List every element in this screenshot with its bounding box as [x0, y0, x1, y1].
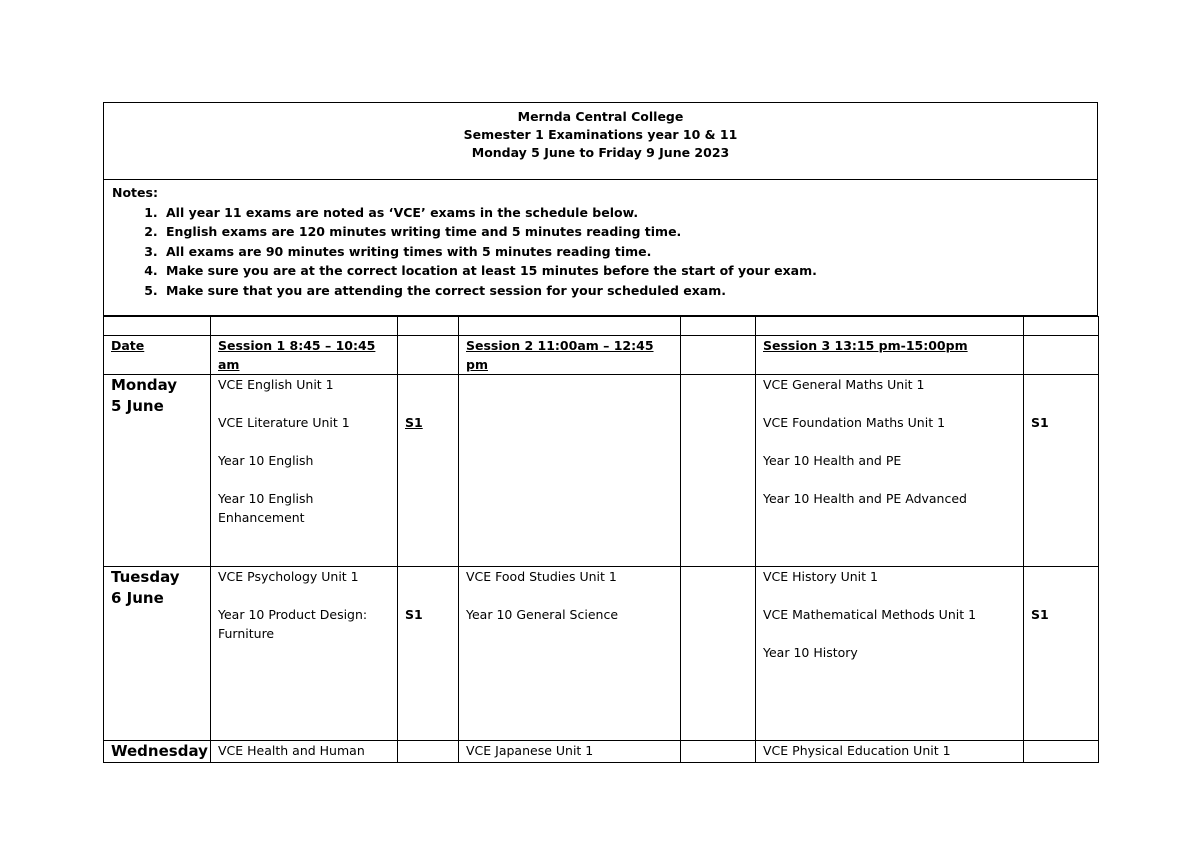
- exam-dates: Monday 5 June to Friday 9 June 2023: [471, 145, 730, 160]
- day-cell: [104, 741, 211, 763]
- room-cell: [398, 741, 459, 763]
- subject: Year 10 English Enhancement: [218, 491, 314, 525]
- document-title: Semester 1 Examinations year 10 & 11: [463, 127, 738, 142]
- room-cell: S1: [398, 567, 459, 741]
- table-row: [104, 375, 1099, 567]
- school-name: Mernda Central College: [517, 109, 684, 124]
- date-header: Date: [104, 336, 211, 375]
- subject: VCE Physical Education Unit 1: [763, 743, 951, 758]
- day-date: 5 June: [111, 397, 164, 415]
- subject: VCE English Unit 1: [218, 377, 334, 392]
- exam-schedule-table: [103, 316, 1099, 763]
- day-date: 6 June: [111, 589, 164, 607]
- subject: VCE Psychology Unit 1: [218, 569, 359, 584]
- note-item: 3. All exams are 90 minutes writing times with 5 minutes reading time.: [162, 242, 1089, 262]
- session3-cell: [756, 741, 1024, 763]
- note-item: 2. English exams are 120 minutes writing time and 5 minutes reading time.: [162, 222, 1089, 242]
- day-cell: [104, 375, 211, 567]
- session3-cell: [756, 567, 1024, 741]
- day-name: Monday: [111, 376, 178, 394]
- table-row: [104, 741, 1099, 763]
- subject: VCE Mathematical Methods Unit 1: [763, 607, 977, 622]
- subject: VCE Foundation Maths Unit 1: [763, 415, 946, 430]
- room-cell: S1: [398, 375, 459, 567]
- session2-cell: [459, 567, 681, 741]
- session1-cell: [211, 567, 398, 741]
- document-page: [103, 102, 1098, 763]
- title-block: [103, 102, 1098, 180]
- room-cell: [681, 567, 756, 741]
- session2-header: Session 2 11:00am – 12:45 pm: [459, 336, 681, 375]
- note-item: 1. All year 11 exams are noted as ‘VCE’ exams in the schedule below.: [162, 203, 1089, 223]
- subject: VCE Literature Unit 1: [218, 415, 350, 430]
- subject: Year 10 History: [763, 645, 858, 660]
- notes-block: [103, 180, 1098, 316]
- session3-header: Session 3 13:15 pm-15:00pm: [756, 336, 1024, 375]
- day-name: Tuesday: [111, 568, 180, 586]
- subject: VCE History Unit 1: [763, 569, 878, 584]
- room-cell: S1: [1024, 567, 1099, 741]
- room-cell: [681, 375, 756, 567]
- note-item: 4. Make sure you are at the correct location at least 15 minutes before the start of your exam.: [162, 261, 1089, 281]
- room-cell: S1: [1024, 375, 1099, 567]
- spacer-row: [104, 317, 1099, 336]
- session2-cell: [459, 741, 681, 763]
- room-cell: [1024, 741, 1099, 763]
- notes-label: Notes:: [112, 185, 158, 200]
- note-item: 5. Make sure that you are attending the correct session for your scheduled exam.: [162, 281, 1089, 301]
- header-row: [104, 336, 1099, 375]
- table-row: [104, 567, 1099, 741]
- day-name: Wednesday: [111, 742, 208, 760]
- session3-cell: [756, 375, 1024, 567]
- session1-header: Session 1 8:45 – 10:45 am: [211, 336, 398, 375]
- session2-cell: [459, 375, 681, 567]
- day-cell: [104, 567, 211, 741]
- subject: Year 10 Product Design: Furniture: [218, 607, 368, 641]
- subject: Year 10 General Science: [466, 607, 619, 622]
- subject: Year 10 English: [218, 453, 314, 468]
- session1-cell: [211, 741, 398, 763]
- subject: VCE General Maths Unit 1: [763, 377, 925, 392]
- subject: VCE Health and Human: [218, 743, 365, 758]
- notes-list: [112, 203, 1089, 301]
- subject: Year 10 Health and PE: [763, 453, 902, 468]
- subject: VCE Food Studies Unit 1: [466, 569, 617, 584]
- subject: Year 10 Health and PE Advanced: [763, 491, 967, 506]
- session1-cell: [211, 375, 398, 567]
- room-cell: [681, 741, 756, 763]
- subject: VCE Japanese Unit 1: [466, 743, 594, 758]
